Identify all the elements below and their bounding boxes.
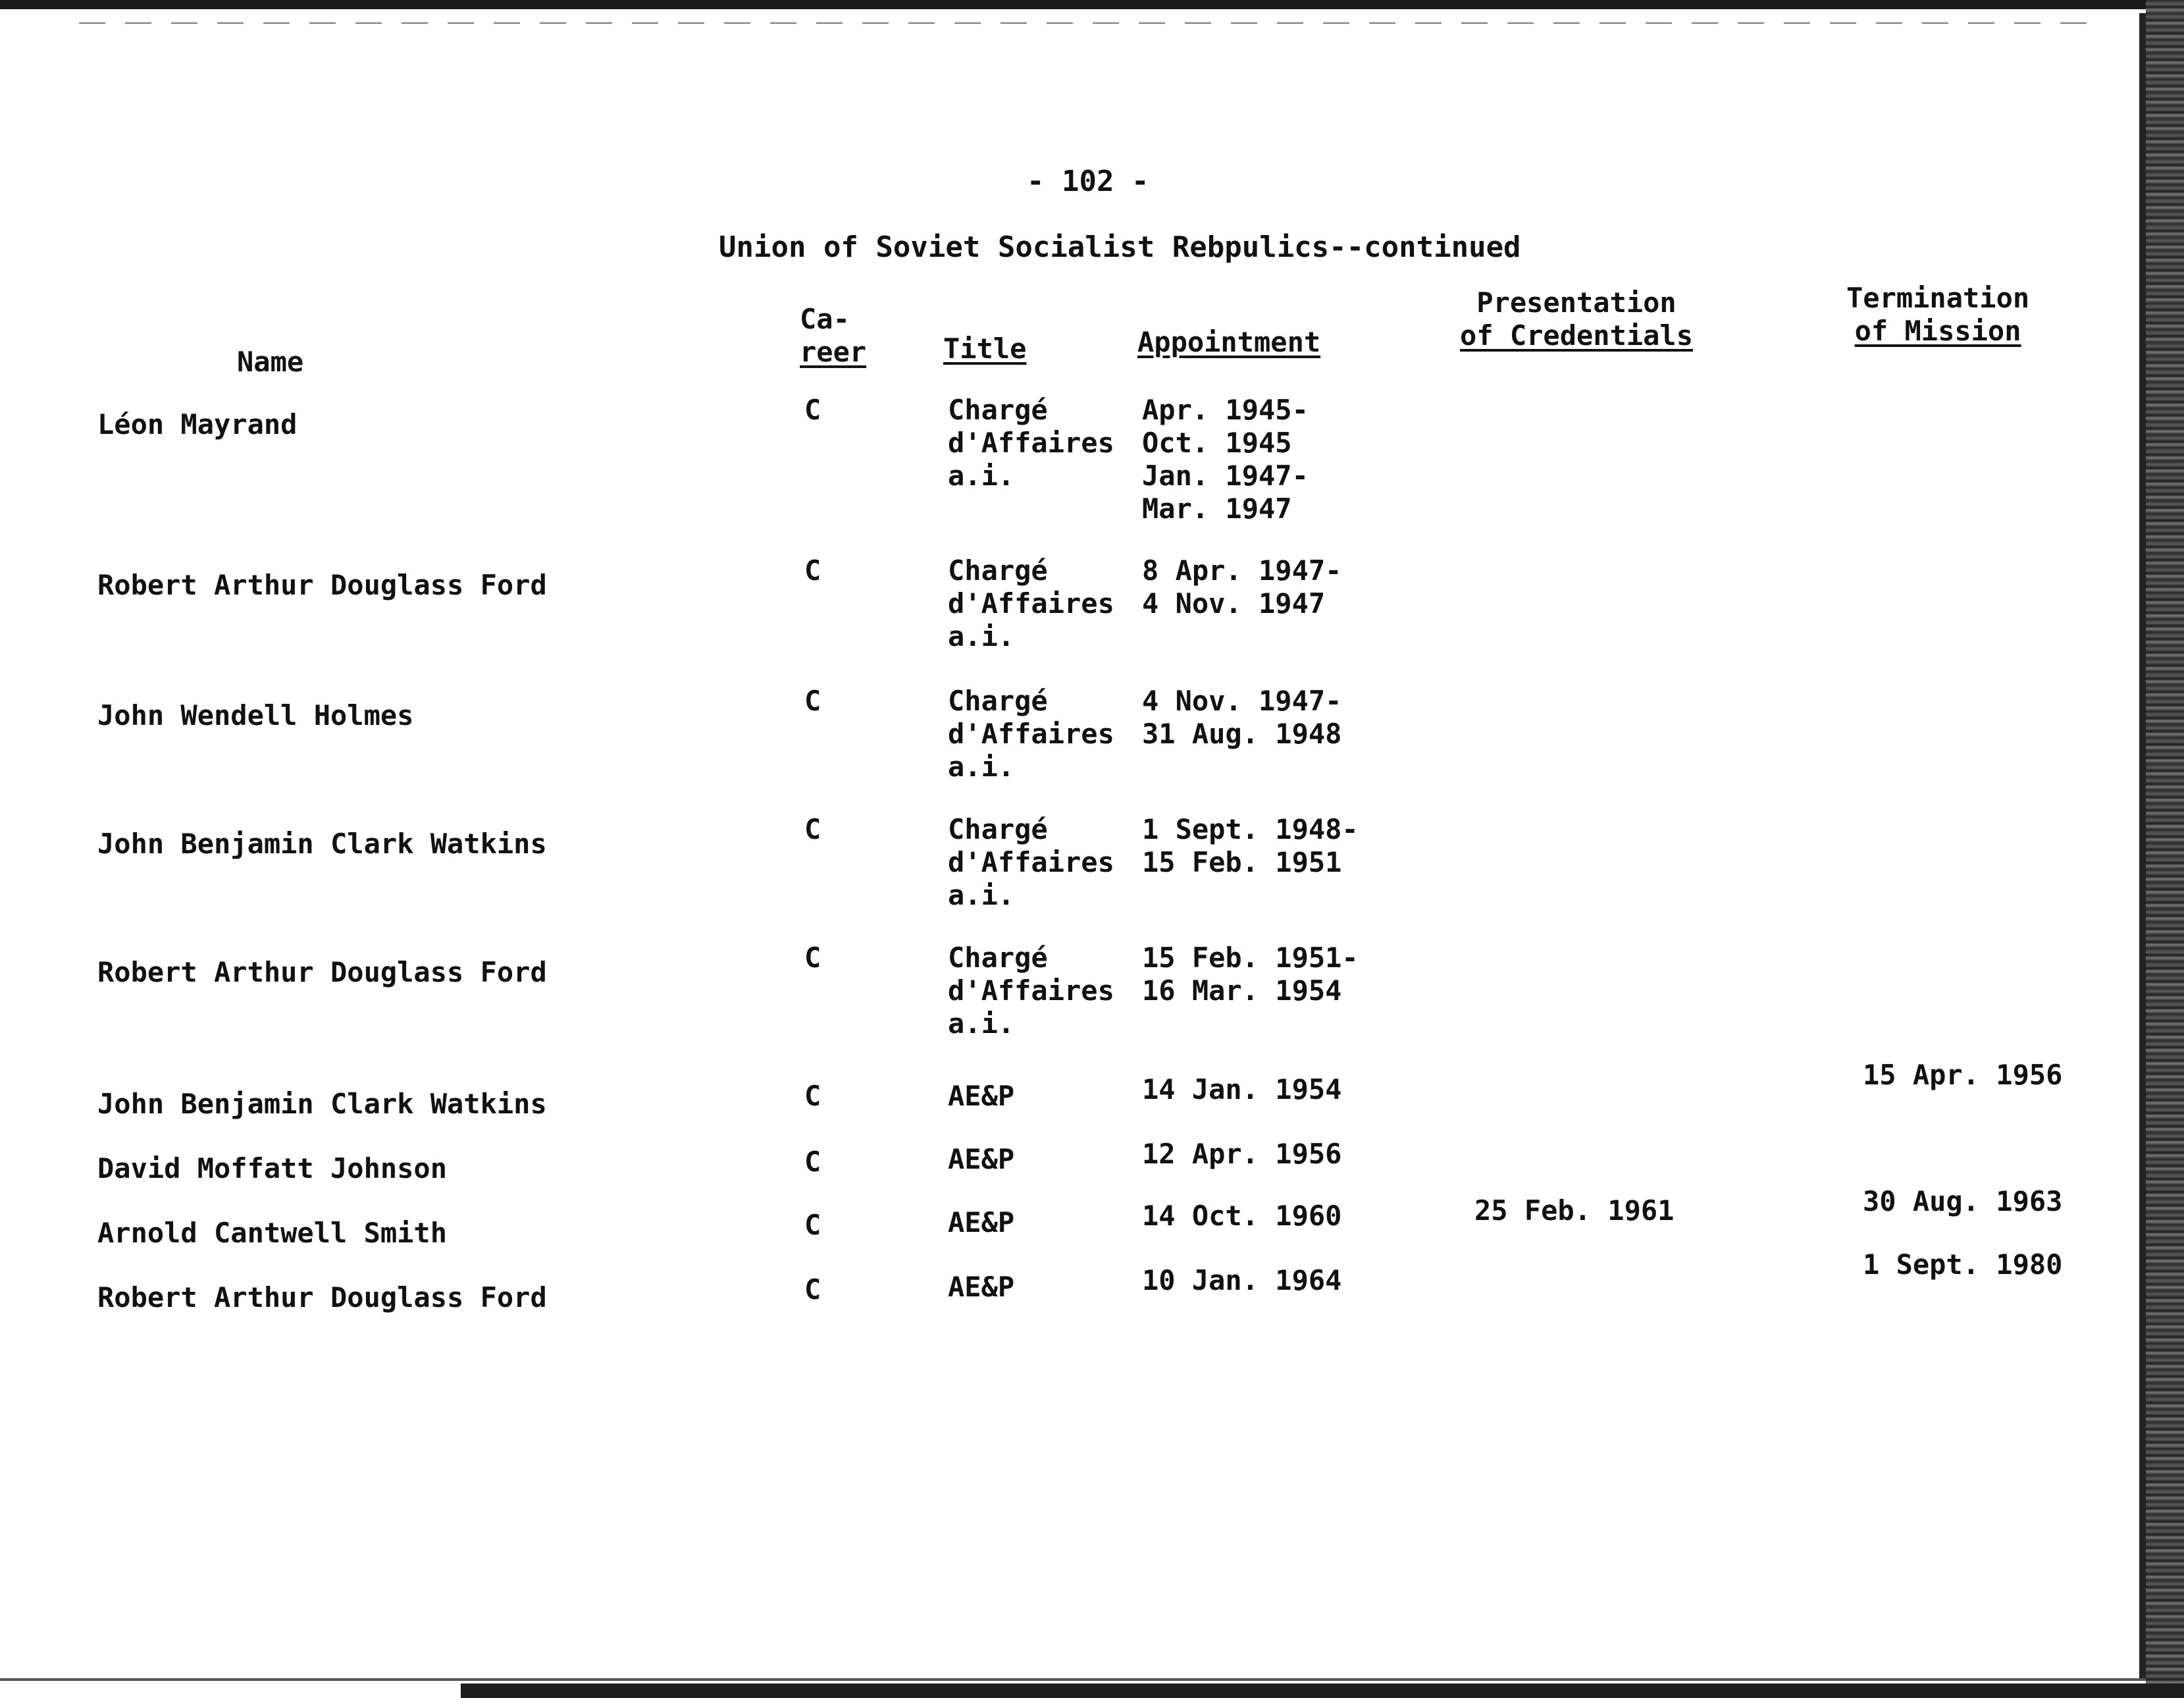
cell-name: John Benjamin Clark Watkins bbox=[97, 828, 547, 860]
cell-career: C bbox=[804, 1273, 821, 1306]
cell-name: Robert Arthur Douglass Ford bbox=[97, 956, 547, 988]
cell-appointment: 4 Nov. 1947- 31 Aug. 1948 bbox=[1142, 685, 1342, 750]
header-title bbox=[943, 332, 1026, 365]
cell-title: Chargé d'Affaires a.i. bbox=[948, 394, 1114, 492]
cell-name: Robert Arthur Douglass Ford bbox=[97, 569, 547, 601]
scan-border-right bbox=[2146, 0, 2184, 1698]
cell-name: Arnold Cantwell Smith bbox=[97, 1217, 448, 1249]
scan-border-bottom bbox=[461, 1684, 2184, 1698]
cell-name: Robert Arthur Douglass Ford bbox=[97, 1281, 547, 1313]
cell-career: C bbox=[804, 1209, 821, 1241]
cell-appointment: 14 Oct. 1960 bbox=[1142, 1200, 1342, 1232]
scan-border-top bbox=[0, 0, 2184, 9]
cell-name: David Moffatt Johnson bbox=[97, 1152, 448, 1184]
cell-appointment: Apr. 1945- Oct. 1945 Jan. 1947- Mar. 1947 bbox=[1142, 394, 1309, 525]
page-title: Union of Soviet Socialist Rebpulics--continued bbox=[719, 230, 1521, 264]
cell-career: C bbox=[804, 942, 821, 974]
cell-career: C bbox=[804, 813, 821, 845]
header-termination bbox=[1846, 282, 2029, 348]
header-presentation bbox=[1460, 286, 1693, 352]
header-name-label: Name bbox=[237, 346, 304, 378]
cell-name: John Wendell Holmes bbox=[97, 699, 414, 731]
header-career bbox=[800, 303, 866, 369]
scan-border-bottom-line bbox=[0, 1678, 2146, 1681]
cell-title: Chargé d'Affaires a.i. bbox=[948, 942, 1114, 1040]
cell-name: John Benjamin Clark Watkins bbox=[97, 1088, 547, 1120]
header-title-label: Title bbox=[943, 332, 1027, 365]
cell-title: AE&P bbox=[948, 1206, 1015, 1238]
cell-termination: 1 Sept. 1980 bbox=[1863, 1248, 2063, 1281]
cell-title: AE&P bbox=[948, 1271, 1015, 1303]
header-career-line2: reer bbox=[800, 336, 867, 368]
header-termination-line2: of Mission bbox=[1854, 315, 2021, 347]
scan-border-right-edge bbox=[2139, 13, 2146, 1679]
header-presentation-line1: Presentation bbox=[1476, 286, 1677, 319]
cell-title: Chargé d'Affaires a.i. bbox=[948, 813, 1114, 911]
cell-appointment: 8 Apr. 1947- 4 Nov. 1947 bbox=[1142, 554, 1342, 620]
cell-name: Léon Mayrand bbox=[97, 408, 298, 440]
cell-title: AE&P bbox=[948, 1143, 1015, 1175]
cell-termination: 15 Apr. 1956 bbox=[1863, 1059, 2063, 1091]
cell-appointment: 15 Feb. 1951- 16 Mar. 1954 bbox=[1142, 942, 1359, 1007]
cell-appointment: 14 Jan. 1954 bbox=[1142, 1073, 1342, 1105]
page-number: - 102 - bbox=[1027, 165, 1149, 198]
header-termination-line1: Termination bbox=[1846, 282, 2030, 314]
header-career-line1: Ca- bbox=[800, 303, 850, 335]
cell-title: Chargé d'Affaires a.i. bbox=[948, 554, 1114, 652]
cell-title: Chargé d'Affaires a.i. bbox=[948, 685, 1114, 783]
cell-career: C bbox=[804, 1146, 821, 1178]
cell-career: C bbox=[804, 685, 821, 717]
cell-career: C bbox=[804, 1080, 821, 1112]
cell-career: C bbox=[804, 394, 821, 426]
cell-title: AE&P bbox=[948, 1080, 1015, 1112]
cell-career: C bbox=[804, 554, 821, 587]
cell-appointment: 10 Jan. 1964 bbox=[1142, 1264, 1342, 1296]
cell-appointment: 1 Sept. 1948- 15 Feb. 1951 bbox=[1142, 813, 1359, 878]
header-appointment bbox=[1137, 326, 1320, 359]
header-presentation-line2: of Credentials bbox=[1460, 319, 1694, 352]
scan-noise-strip bbox=[79, 22, 2087, 24]
header-appointment-label: Appointment bbox=[1137, 326, 1321, 358]
cell-appointment: 12 Apr. 1956 bbox=[1142, 1138, 1342, 1170]
header-name bbox=[237, 346, 303, 379]
cell-presentation: 25 Feb. 1961 bbox=[1474, 1194, 1675, 1227]
cell-termination: 30 Aug. 1963 bbox=[1863, 1185, 2063, 1217]
